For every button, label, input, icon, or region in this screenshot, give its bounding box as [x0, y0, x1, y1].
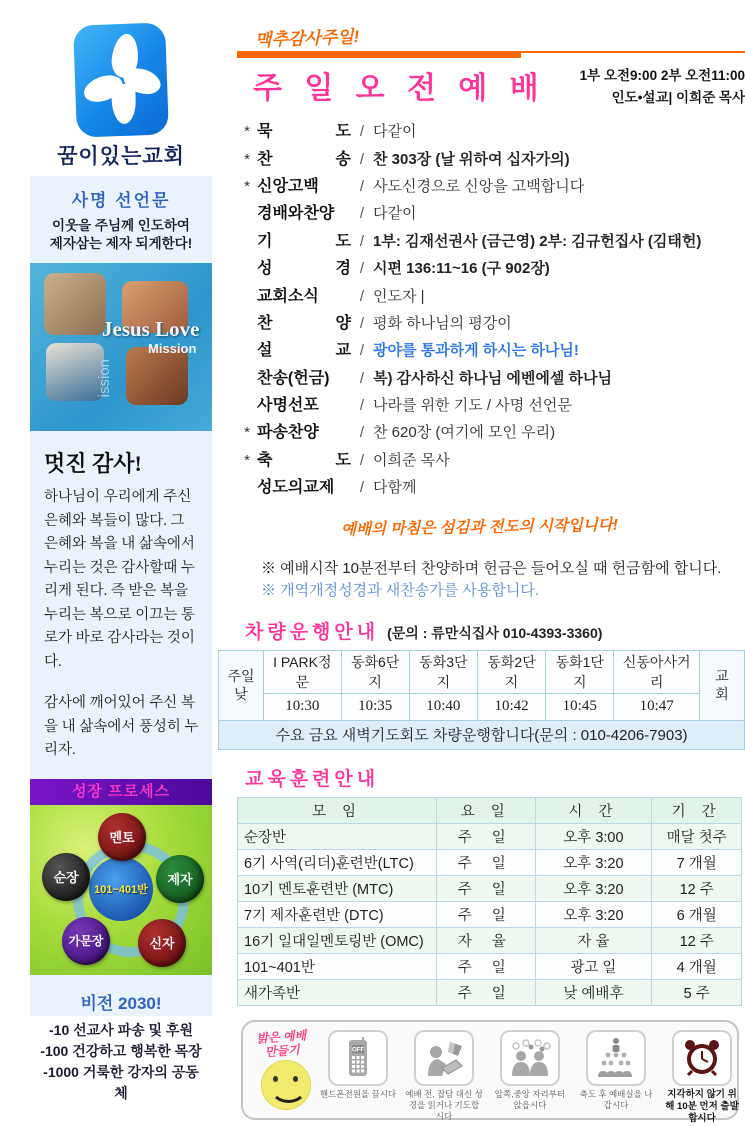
etiquette-caption: 축도 후 예배실을 나갑시다 — [579, 1088, 653, 1110]
vehicle-row-label: 주일 낮 — [219, 650, 264, 720]
order-item: 찬송(헌금) / 복) 감사하신 하나님 에벤에셀 하나님 — [257, 369, 613, 387]
etiquette-item — [491, 1030, 569, 1126]
logo-leaf-icon — [111, 84, 136, 125]
order-item: 경배와찬양 / 다같이 — [257, 205, 417, 223]
etiquette-caption: 예배 전, 잡담 대신 성경을 읽거나 기도합시다 — [405, 1088, 483, 1121]
vehicle-station: 동화2단지 — [477, 650, 545, 693]
sunday-theme-script: 맥추감사주일! — [254, 27, 360, 50]
vision-item: -100 건강하고 행복한 목장 — [40, 1042, 202, 1059]
etiquette-script: 밝은 예배 만들기 — [256, 1027, 307, 1060]
mission-image-subtitle: Mission — [148, 341, 197, 357]
order-item: 사명선포 / 나라를 위한 기도 / 사명 선언문 — [257, 397, 572, 415]
vehicle-note: 수요 금요 새벽기도회도 차량운행합니다(문의 : 010-4206-7903) — [219, 720, 745, 749]
vehicle-note-row — [219, 720, 745, 749]
education-section-header — [237, 764, 745, 791]
worship-etiquette-box — [241, 1020, 739, 1125]
phone-off-icon — [328, 1030, 388, 1086]
education-row: 101~401반 주 일 광고 일 4 개월 — [238, 953, 742, 979]
vehicle-time: 10:47 — [614, 693, 700, 720]
mission-photo-collage — [30, 263, 212, 431]
vehicle-station: 동화1단지 — [546, 650, 614, 693]
education-row: 순장반 주 일 오후 3:00 매달 첫주 — [238, 823, 742, 849]
vehicle-contact: (문의 : 류만식집사 010-4393-3360) — [387, 624, 603, 641]
vehicle-time: 10:42 — [477, 693, 545, 720]
vision-title: 비전 2030! — [80, 993, 162, 1013]
mission-image-vertical-text: ission — [96, 359, 113, 398]
smiley-face-icon — [261, 1060, 311, 1110]
education-header-row: 모 임 요 일 시 간 기 간 — [238, 797, 742, 823]
alarm-clock-icon — [672, 1030, 732, 1086]
mission-photo — [44, 273, 106, 335]
mission-statement-text: 이웃을 주님께 인도하여 제자삼는 제자 되게한다! — [49, 218, 193, 252]
bible-reading-icon — [414, 1030, 474, 1086]
church-name: 꿈이있는교회 — [57, 145, 185, 168]
vehicle-time: 10:45 — [546, 693, 614, 720]
service-titlebar — [237, 63, 745, 108]
order-item: * 신앙고백 / 사도신경으로 신앙을 고백합니다 — [244, 177, 585, 195]
vehicle-station: 동화6단지 — [341, 650, 409, 693]
etiquette-caption: 앞쪽,중앙 자리부터 앉읍시다 — [494, 1088, 566, 1110]
note-bible-hymnal: ※ 개역개정성경과 새찬송가를 사용합니다. — [261, 582, 540, 600]
order-item: * 파송찬양 / 찬 620장 (여기에 모인 우리) — [244, 424, 556, 442]
vehicle-section-header — [237, 617, 745, 644]
mission-statement-title: 사명 선언문 — [71, 191, 171, 210]
education-row: 16기 일대일멘토링반 (OMC) 자 율 자 율 12 주 — [238, 927, 742, 953]
process-node-gamunjang: 가문장 — [62, 917, 110, 965]
order-item: * 축 도 / 이희준 목사 — [244, 451, 450, 469]
etiquette-item — [405, 1030, 483, 1126]
mission-image-title: Jesus Love — [102, 317, 200, 342]
devotional-body: 하나님이 우리에게 주신 은혜와 복들이 많다. 그 은혜와 복을 내 삶속에서 누리는 것은 감사할때 누리게 된다. 즉 받은 복을 누리는 복으로 이끄는 통로가 바로 감사라는 것이다. — [44, 489, 195, 670]
etiquette-item — [319, 1030, 397, 1126]
education-row: 7기 제자훈련반 (DTC) 주 일 오후 3:20 6 개월 — [238, 901, 742, 927]
process-node-sunjang: 순장 — [42, 853, 90, 901]
order-item: 기 도 / 1부: 김재선권사 (금근영) 2부: 김규헌집사 (김태헌) — [257, 232, 702, 250]
process-center-node: 101~401반 — [89, 857, 153, 921]
etiquette-items — [319, 1030, 741, 1126]
vehicle-station: I PARK정문 — [264, 650, 342, 693]
church-logo-card — [30, 8, 212, 176]
service-notes — [261, 558, 745, 603]
order-item: 성도의교제 / 다함께 — [257, 479, 417, 497]
order-item: 성 경 / 시편 136:11~16 (구 902장) — [257, 260, 550, 278]
main-content — [227, 24, 745, 1125]
service-times-line1: 1부 오전9:00 2부 오전11:00 — [579, 68, 745, 83]
vehicle-title: 차량운행안내 — [245, 621, 380, 643]
service-title: 주 일 오 전 예 배 — [253, 72, 546, 105]
orange-rule — [237, 51, 745, 59]
education-table — [237, 797, 742, 1006]
vehicle-schedule-table — [218, 650, 745, 750]
devotional-block — [30, 431, 212, 762]
etiquette-item — [577, 1030, 655, 1126]
vehicle-destination-label: 교 회 — [700, 650, 745, 720]
vision-item: -10 선교사 파송 및 후원 — [49, 1021, 193, 1038]
closing-script: 예배의 마침은 섬김과 전도의 시작입니다! — [340, 516, 619, 539]
etiquette-caption: 지각하지 않기 위해 10분 먼저 출발합시다 — [665, 1088, 739, 1125]
vision-block — [30, 975, 212, 1104]
order-item: 교회소식 / 인도자 | — [257, 287, 425, 305]
vehicle-time: 10:30 — [264, 693, 342, 720]
growth-process-canvas — [30, 805, 212, 975]
front-seats-icon — [500, 1030, 560, 1086]
note-offering: ※ 예배시작 10분전부터 찬양하며 헌금은 들어오실 때 헌금함에 합니다. — [261, 559, 722, 577]
svg-text:OFF: OFF — [352, 1047, 364, 1054]
vehicle-time: 10:40 — [409, 693, 477, 720]
church-logo-icon — [73, 22, 169, 137]
sidebar — [30, 8, 212, 1101]
order-item-sermon: 설 교 / 광야를 통과하게 하시는 하나님! — [257, 342, 579, 360]
vehicle-time: 10:35 — [341, 693, 409, 720]
education-row: 새가족반 주 일 낮 예배후 5 주 — [238, 979, 742, 1005]
vehicle-station: 동화3단지 — [409, 650, 477, 693]
etiquette-caption: 핸드폰전원을 끕시다 — [319, 1088, 397, 1099]
etiquette-item — [663, 1030, 741, 1126]
education-row: 6기 사역(리더)훈련반(LTC) 주 일 오후 3:20 7 개월 — [238, 849, 742, 875]
order-item: * 묵 도 / 다같이 — [244, 123, 417, 141]
devotional-title: 멋진 감사! — [44, 451, 142, 477]
leave-after-benediction-icon — [586, 1030, 646, 1086]
devotional-body-2: 감사에 깨어있어 주신 복을 내 삶속에서 풍성히 누리자. — [44, 695, 199, 759]
vehicle-header-row — [219, 650, 745, 693]
education-title: 교육훈련안내 — [245, 768, 380, 790]
vision-item: -1000 거룩한 강자의 공동체 — [43, 1063, 199, 1101]
process-node-mentor: 멘토 — [98, 813, 146, 861]
service-times — [580, 65, 745, 108]
vehicle-station: 신동아사거리 — [614, 650, 700, 693]
worship-order-list — [237, 118, 745, 501]
service-times-line2: 인도•설교| 이희준 목사 — [611, 89, 745, 105]
vehicle-times-row — [219, 693, 745, 720]
growth-process-diagram — [30, 779, 212, 975]
education-row: 10기 멘토훈련반 (MTC) 주 일 오후 3:20 12 주 — [238, 875, 742, 901]
process-node-disciple: 제자 — [156, 855, 204, 903]
process-node-believer: 신자 — [138, 919, 186, 967]
order-item: * 찬 송 / 찬 303장 (날 위하여 십자가의) — [244, 150, 570, 168]
growth-process-title: 성장 프로세스 — [30, 779, 212, 805]
order-item: 찬 양 / 평화 하나님의 평강이 — [257, 314, 512, 332]
